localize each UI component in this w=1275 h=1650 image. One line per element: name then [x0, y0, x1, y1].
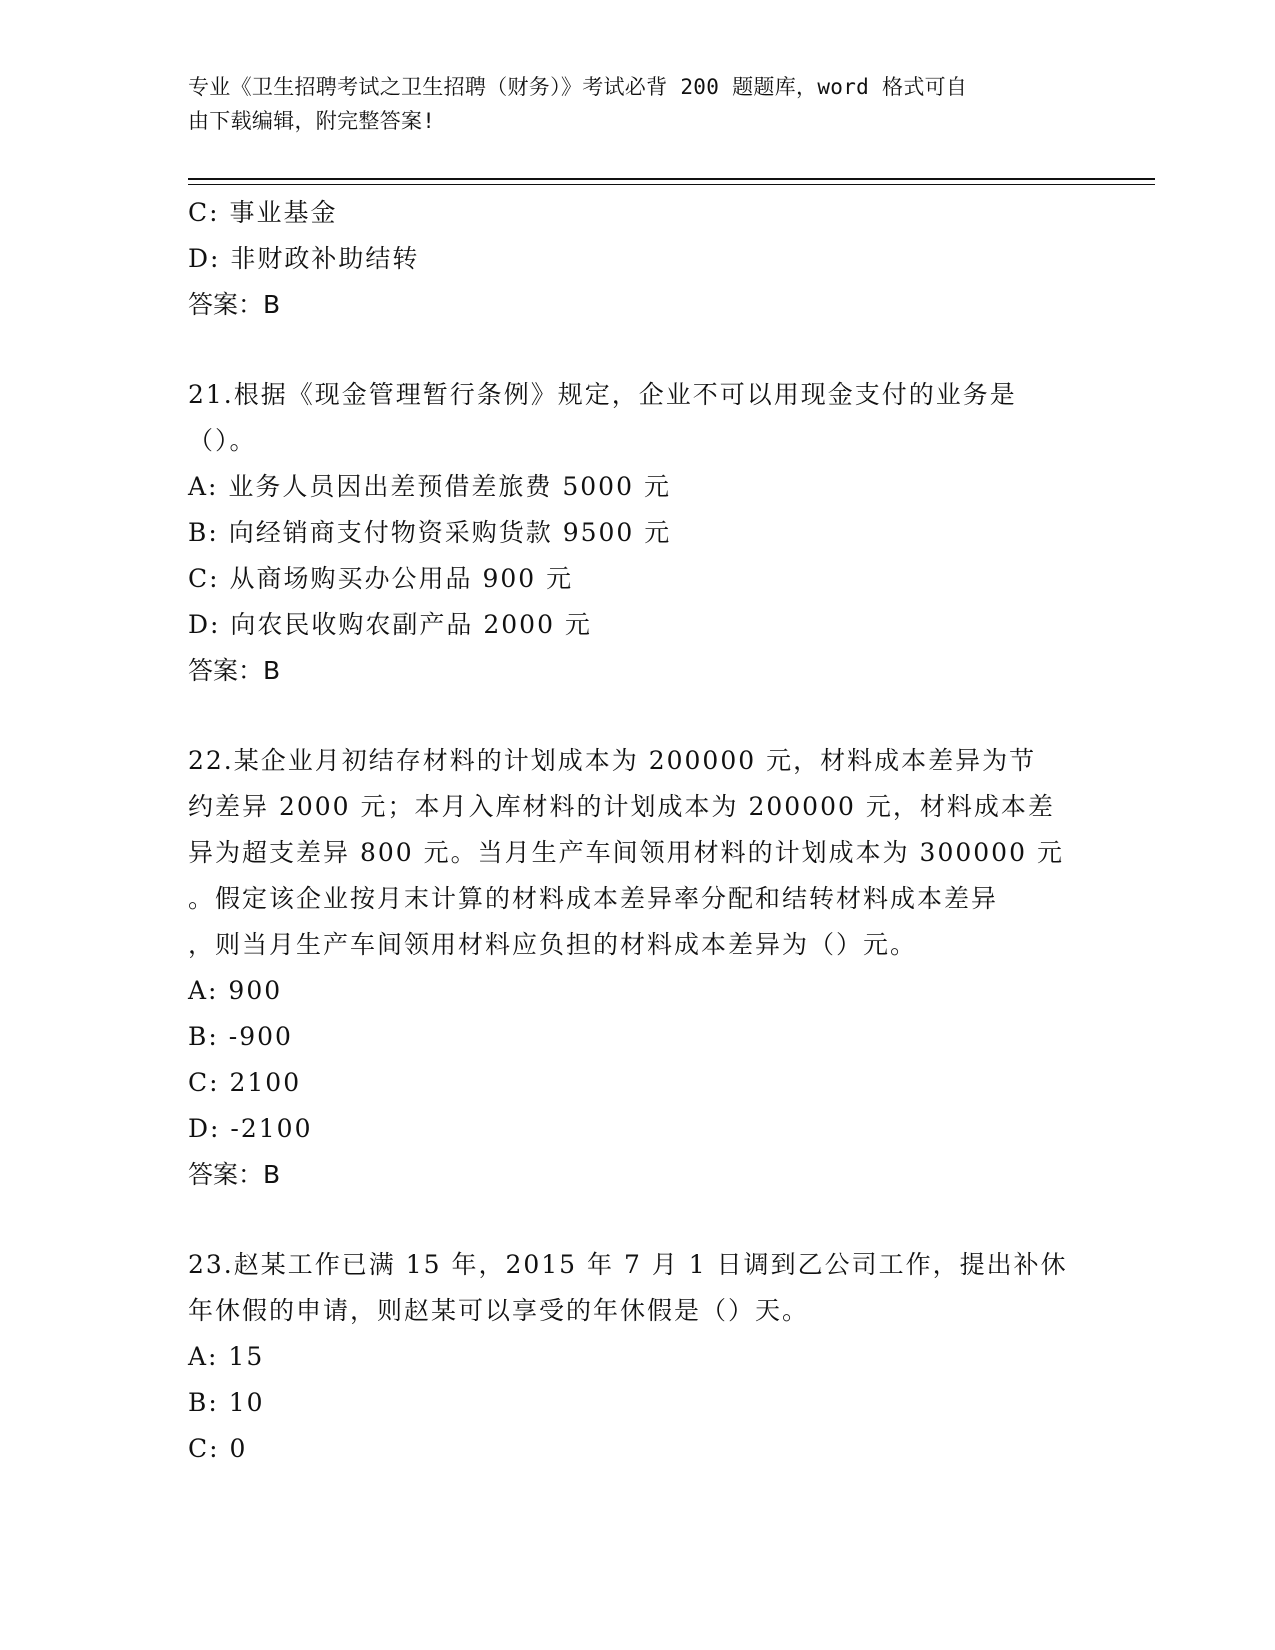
option-a: A: 900: [188, 976, 283, 1005]
header-line-1: 专业《卫生招聘考试之卫生招聘（财务）》考试必背 200 题题库，word 格式可自: [188, 75, 968, 99]
question-stem: 异为超支差异 800 元。当月生产车间领用材料的计划成本为 300000 元: [188, 838, 1064, 867]
question-23: [188, 1242, 1088, 1472]
header-divider-thick: [188, 178, 1155, 180]
option-a: A: 业务人员因出差预借差旅费 5000 元: [188, 472, 671, 501]
question-22: [188, 738, 1088, 1198]
question-stem: 。假定该企业按月末计算的材料成本差异率分配和结转材料成本差异: [188, 884, 999, 913]
option-c: C: 0: [188, 1434, 248, 1463]
question-stem: （）。: [188, 426, 257, 455]
option-b: B: 向经销商支付物资采购货款 9500 元: [188, 518, 672, 547]
option-c: C: 2100: [188, 1068, 302, 1097]
option-d: D: 向农民收购农副产品 2000 元: [188, 610, 592, 639]
option-a: A: 15: [188, 1342, 265, 1371]
answer-line: 答案：B: [188, 1160, 281, 1189]
question-stem: 22.某企业月初结存材料的计划成本为 200000 元，材料成本差异为节: [188, 746, 1037, 775]
option-d: D: 非财政补助结转: [188, 244, 420, 273]
answer-line: 答案：B: [188, 656, 281, 685]
question-20: [188, 190, 1088, 328]
header-divider-thin: [188, 184, 1155, 185]
question-stem: 约差异 2000 元；本月入库材料的计划成本为 200000 元，材料成本差: [188, 792, 1055, 821]
answer-line: 答案：B: [188, 290, 281, 319]
option-b: B: -900: [188, 1022, 293, 1051]
option-d: D: -2100: [188, 1114, 313, 1143]
option-c: C: 事业基金: [188, 198, 338, 227]
question-stem: ，则当月生产车间领用材料应负担的材料成本差异为（）元。: [188, 930, 918, 959]
question-stem: 年休假的申请，则赵某可以享受的年休假是（）天。: [188, 1296, 810, 1325]
question-stem: 23.赵某工作已满 15 年，2015 年 7 月 1 日调到乙公司工作，提出补休: [188, 1250, 1068, 1279]
option-c: C: 从商场购买办公用品 900 元: [188, 564, 574, 593]
header-line-2: 由下载编辑，附完整答案!: [188, 109, 436, 133]
option-b: B: 10: [188, 1388, 265, 1417]
page-header: [188, 70, 1068, 138]
question-stem: 21.根据《现金管理暂行条例》规定，企业不可以用现金支付的业务是: [188, 380, 1017, 409]
question-21: [188, 372, 1088, 694]
question-list: [188, 190, 1088, 1472]
